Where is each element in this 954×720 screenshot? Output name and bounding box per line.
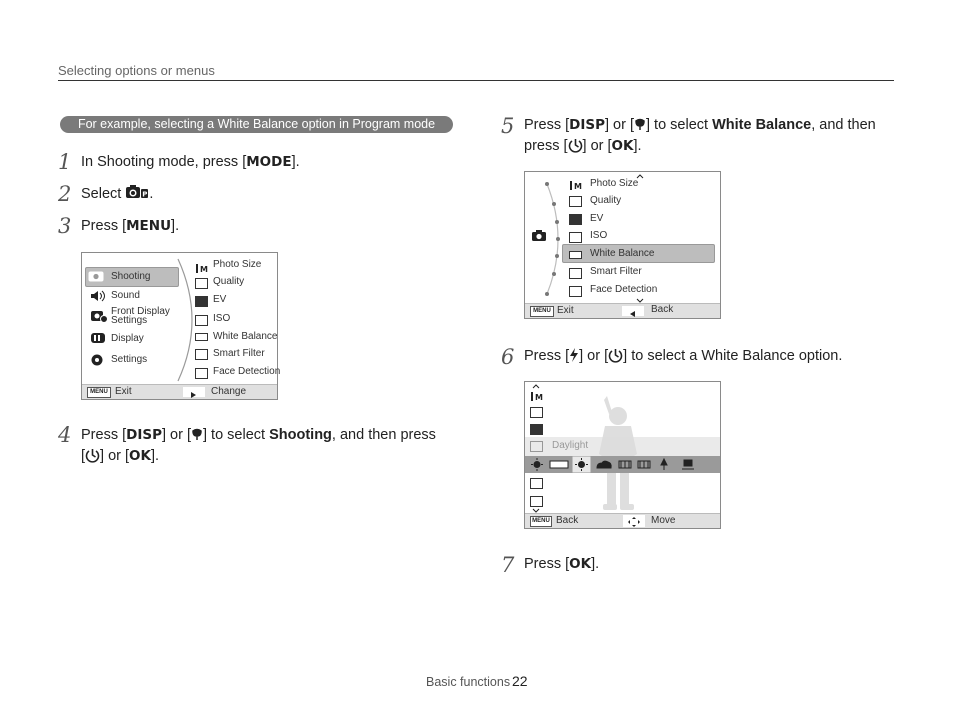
exit-label[interactable]: Exit: [557, 305, 574, 316]
step-4-text-a: Press [: [81, 427, 127, 443]
step-5-text-m3: , and then: [811, 117, 876, 133]
step-4-text-m2: ] to select: [203, 427, 270, 443]
ev-icon: [569, 214, 582, 225]
step-4-text-l2a: [: [81, 448, 86, 464]
step-5-text-m1: ] or [: [604, 117, 634, 133]
ev-icon: [530, 424, 543, 435]
white-balance-options-strip: [525, 456, 720, 473]
step-4-text-l2c: ].: [150, 448, 160, 464]
white-balance-option-screen: [524, 381, 721, 529]
item-face-detection[interactable]: Face Detection: [590, 284, 658, 295]
step-4-bold: Shooting: [269, 427, 332, 443]
item-photo-size[interactable]: Photo Size: [213, 259, 262, 270]
step-5-text-a: Press [: [524, 117, 570, 133]
menu-screen-white-balance: [524, 171, 721, 319]
svg-text:M: M: [535, 393, 543, 402]
item-quality[interactable]: Quality: [213, 276, 245, 287]
menu-settings[interactable]: Settings: [111, 354, 148, 365]
step-2-number: 2: [58, 182, 72, 206]
item-smart-filter[interactable]: Smart Filter: [213, 348, 265, 359]
quality-icon: [195, 278, 208, 289]
step-3-text: [81, 216, 179, 237]
item-face-detection[interactable]: Face Detection: [213, 366, 281, 377]
right-arrow-button: [183, 387, 205, 397]
step-4-number: 4: [58, 423, 72, 447]
step-6-text-a: Press [: [524, 348, 570, 364]
menu-front-display-settings[interactable]: [111, 307, 170, 325]
step-3-text-a: Press [: [81, 218, 127, 234]
step-5-text-m2: ] to select: [646, 117, 713, 133]
menu-front-settings-label: Settings: [111, 315, 148, 326]
menu-button-icon: MENU: [530, 516, 552, 527]
step-1-text-a: In Shooting mode, press [: [81, 154, 247, 170]
white-balance-icon: [195, 333, 208, 341]
option-label-band: [525, 437, 720, 456]
menu-front-display-label: Front Display: [111, 306, 170, 317]
step-3-text-b: ].: [171, 218, 180, 234]
header-rule: [58, 80, 894, 81]
step-7-text-b: ].: [591, 556, 600, 572]
back-label[interactable]: Back: [651, 304, 674, 315]
face-detection-icon: [530, 496, 543, 507]
left-arrow-button: [622, 306, 644, 316]
step-6-text-m2: ] to select a White Balance option.: [623, 348, 843, 364]
quality-icon: [530, 407, 543, 418]
svg-text:M: M: [574, 182, 582, 191]
step-2-text: [81, 184, 153, 205]
svg-text:M: M: [200, 265, 208, 274]
display-icon: [90, 332, 106, 344]
exit-label[interactable]: Exit: [115, 386, 132, 397]
iso-icon: [195, 315, 208, 326]
step-2-text-a: Select: [81, 186, 122, 202]
camera-icon: [531, 229, 547, 242]
menu-key: MENU: [126, 218, 172, 234]
step-5-text-l2b: ] or [: [582, 138, 612, 154]
screen2-button-bar: [525, 303, 720, 318]
step-2-text-b: .: [149, 186, 154, 202]
camera-icon: [88, 270, 104, 282]
item-white-balance[interactable]: White Balance: [590, 248, 655, 259]
step-7-number: 7: [501, 553, 515, 577]
smart-filter-icon: [530, 478, 543, 489]
step-3-number: 3: [58, 214, 72, 238]
item-smart-filter[interactable]: Smart Filter: [590, 266, 642, 277]
step-5-bold: White Balance: [712, 117, 812, 133]
item-iso[interactable]: ISO: [213, 313, 231, 324]
step-5-text-l2c: ].: [633, 138, 642, 154]
move-pad-icon: [623, 515, 645, 527]
move-label[interactable]: Move: [651, 515, 676, 526]
speaker-icon: [90, 290, 106, 302]
screen3-button-bar: [525, 513, 720, 528]
screen1-button-bar: [82, 384, 277, 399]
footer-label: Basic functions: [426, 675, 511, 689]
step-7-text: [524, 554, 599, 575]
step-4-text: [81, 425, 461, 467]
step-1-text-b: ].: [291, 154, 300, 170]
step-1-number: 1: [58, 150, 72, 174]
front-display-settings-icon: [90, 309, 108, 323]
step-5-text-l2a: press [: [524, 138, 568, 154]
photo-size-icon: [530, 389, 543, 400]
svg-text:P: P: [142, 190, 148, 199]
step-5-text: [524, 115, 904, 157]
white-balance-icon: [569, 251, 582, 259]
quality-icon: [569, 196, 582, 207]
menu-button-icon: MENU: [530, 306, 554, 317]
iso-icon: [569, 232, 582, 243]
macro-icon: [634, 118, 646, 131]
step-6-text-m1: ] or [: [579, 348, 609, 364]
mode-key: MODE: [246, 154, 292, 170]
step-6-number: 6: [501, 345, 515, 369]
item-iso[interactable]: ISO: [590, 230, 608, 241]
macro-icon: [191, 428, 203, 441]
ok-key: OK: [129, 448, 151, 464]
timer-icon: [568, 138, 583, 153]
step-4-text-m3: , and then press: [331, 427, 436, 443]
step-6-text: [524, 346, 904, 367]
ok-key: OK: [569, 556, 592, 572]
back-label[interactable]: Back: [556, 515, 579, 526]
menu-display[interactable]: Display: [111, 333, 144, 344]
camera-p-icon: [125, 184, 149, 200]
item-photo-size[interactable]: Photo Size: [590, 178, 639, 189]
item-ev[interactable]: EV: [590, 213, 604, 224]
item-white-balance[interactable]: White Balance: [213, 331, 278, 342]
step-7-text-a: Press [: [524, 556, 570, 572]
timer-icon: [85, 448, 100, 463]
flash-icon: [569, 348, 579, 362]
menu-shooting[interactable]: Shooting: [111, 271, 151, 282]
step-4-text-m1: ] or [: [161, 427, 191, 443]
disp-key: DISP: [569, 117, 605, 133]
step-4-text-l2b: ] or [: [100, 448, 130, 464]
item-quality[interactable]: Quality: [590, 195, 622, 206]
step-1-text: [81, 152, 300, 173]
menu-screen-shooting: [81, 252, 281, 400]
step-5-number: 5: [501, 114, 515, 138]
change-label[interactable]: Change: [211, 386, 247, 397]
smart-filter-icon: [195, 349, 208, 360]
item-ev[interactable]: EV: [213, 294, 227, 305]
timer-icon: [608, 348, 623, 363]
face-detection-icon: [569, 286, 582, 297]
page-number: 22: [512, 673, 528, 689]
photo-size-icon: [569, 178, 582, 189]
menu-button-icon: MENU: [87, 387, 111, 398]
photo-size-icon: [195, 261, 208, 272]
menu-sound[interactable]: Sound: [111, 290, 140, 301]
smart-filter-icon: [569, 268, 582, 279]
example-label: For example, selecting a White Balance option in Program mode: [60, 116, 453, 133]
face-detection-icon: [195, 368, 208, 379]
ev-icon: [195, 296, 208, 307]
disp-key: DISP: [126, 427, 162, 443]
section-title: Selecting options or menus: [58, 63, 215, 78]
ok-key: OK: [611, 138, 634, 154]
gear-icon: [90, 353, 104, 367]
